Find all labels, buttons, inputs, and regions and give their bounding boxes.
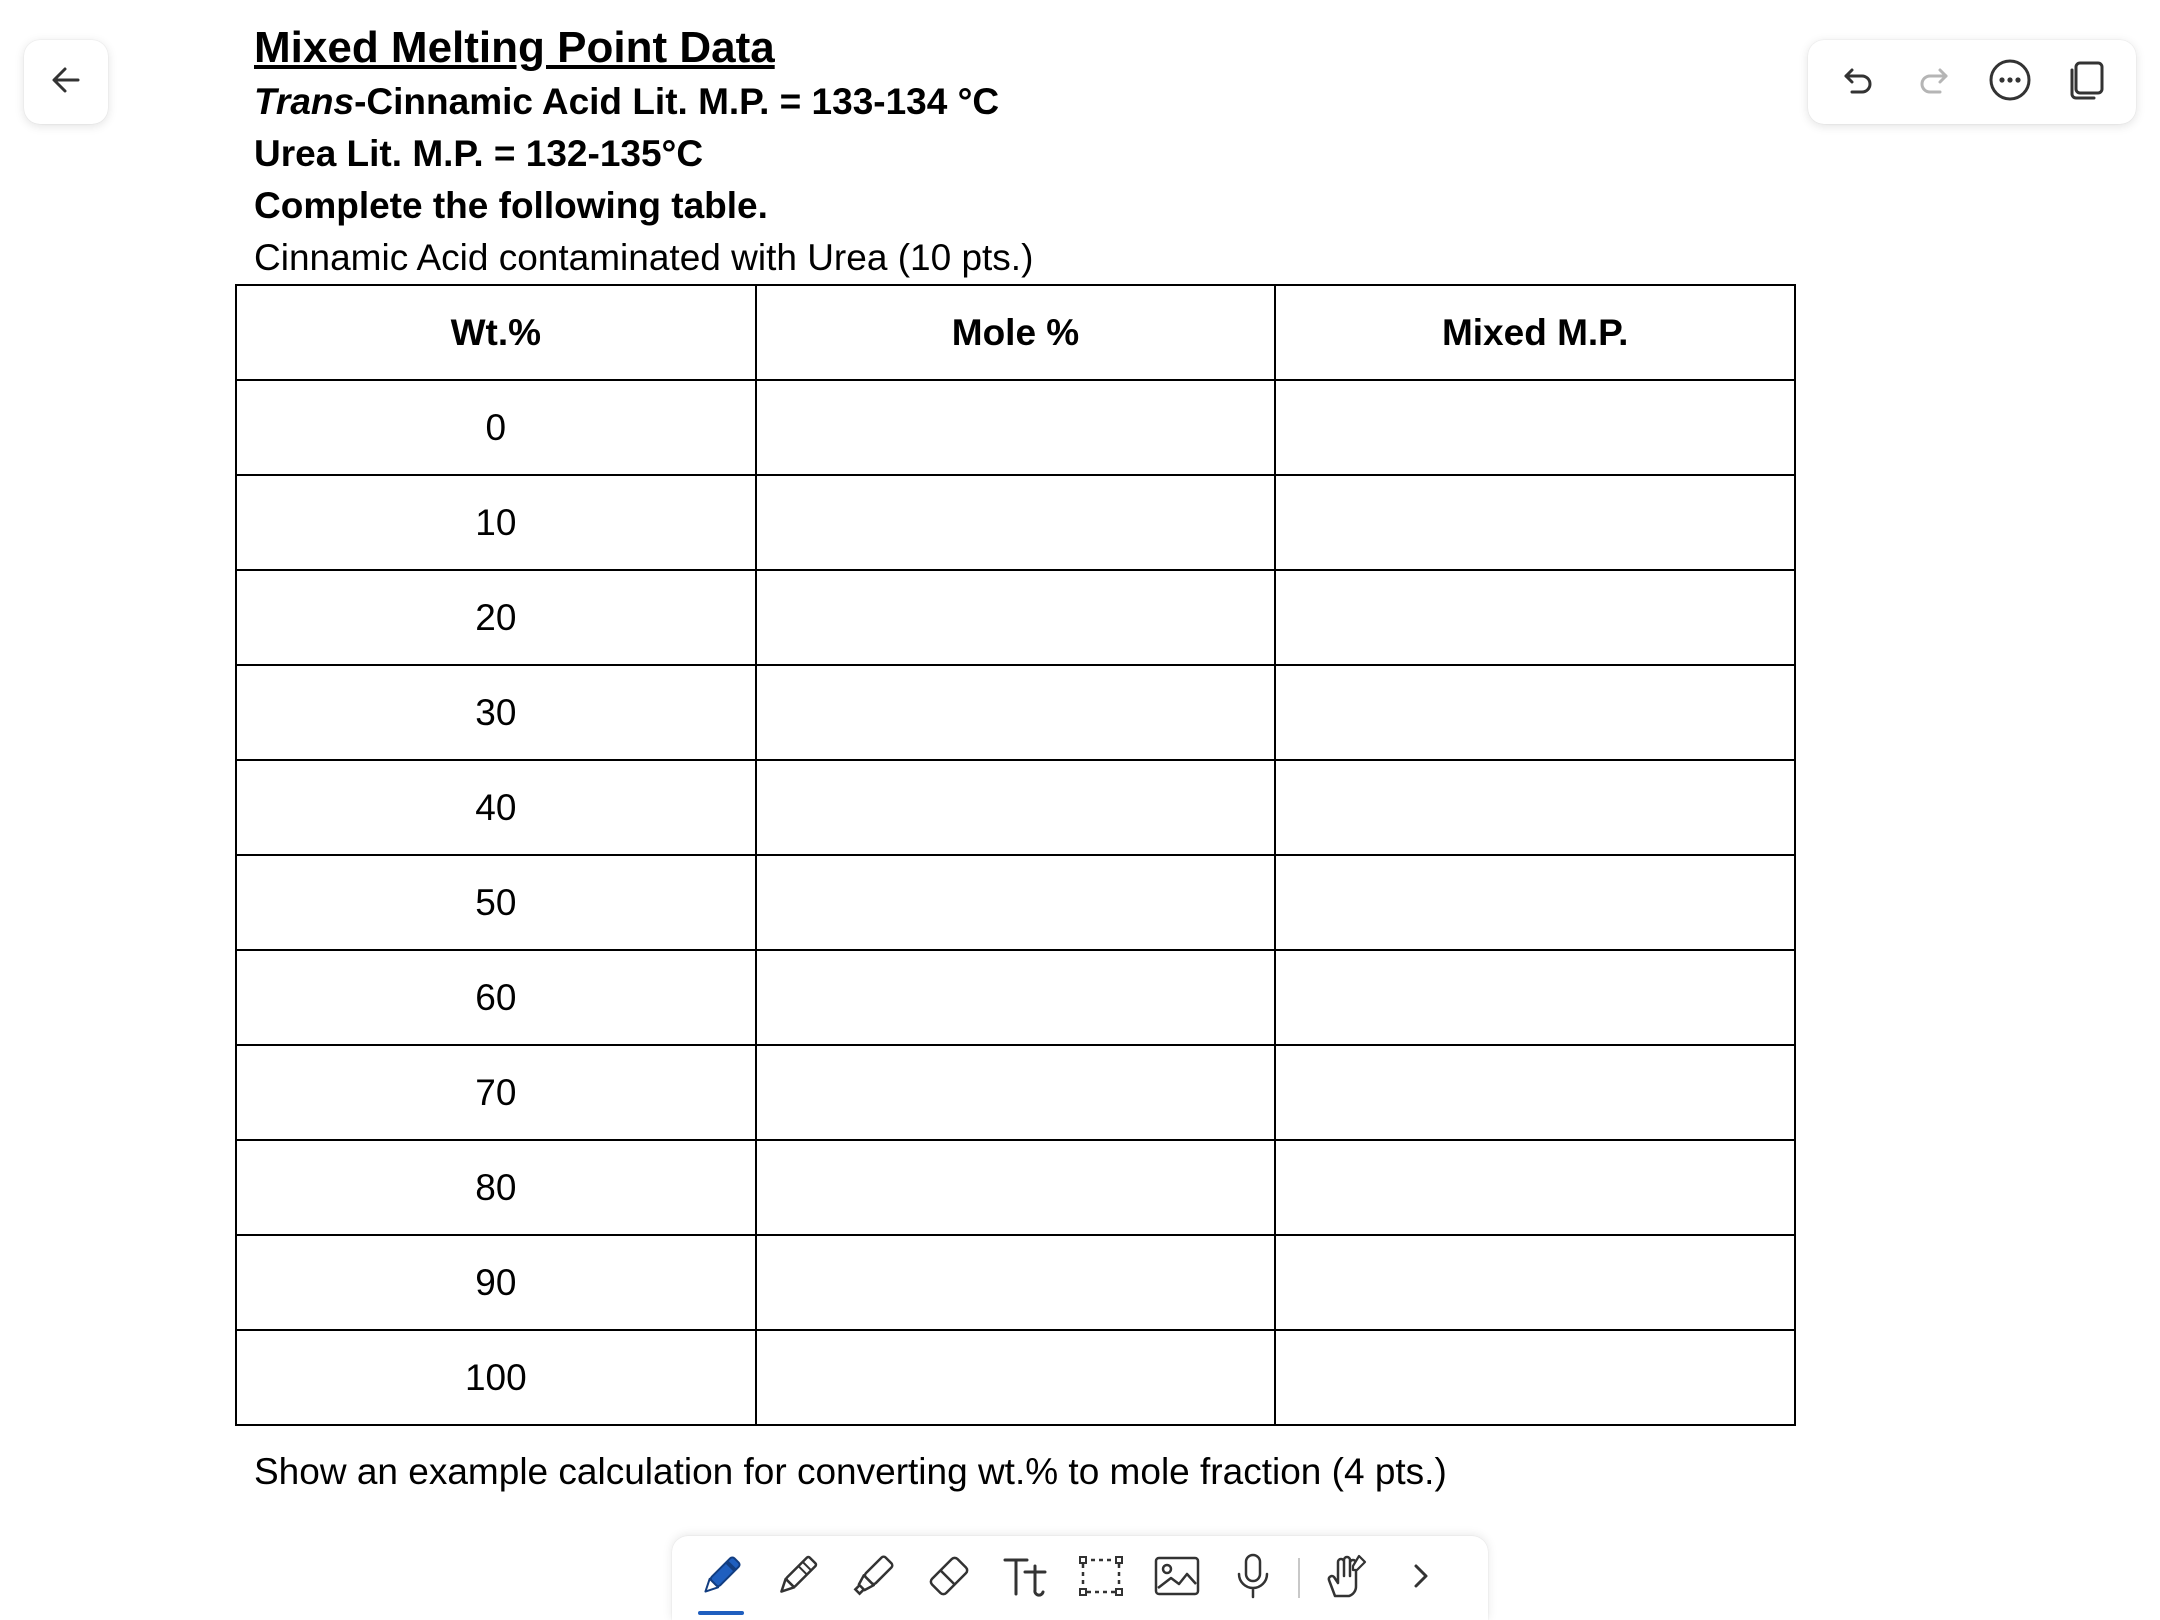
trans-prefix: Trans [254,81,355,122]
mole-cell[interactable] [756,950,1276,1045]
wt-cell: 0 [236,380,756,475]
instruction-text: Complete the following table. [254,185,768,226]
pen-icon [695,1550,747,1607]
table-caption: Cinnamic Acid contaminated with Urea (10 pts.) [254,237,1034,278]
wt-cell: 100 [236,1330,756,1425]
record-audio-button[interactable] [1222,1547,1284,1609]
melting-point-table [235,284,1796,1426]
mp-cell[interactable] [1275,1235,1795,1330]
table-row [236,760,1795,855]
pencil-icon [771,1550,823,1607]
mp-cell[interactable] [1275,950,1795,1045]
urea-lit-mp: Urea Lit. M.P. = 132-135°C [254,133,704,174]
wt-cell: 60 [236,950,756,1045]
mole-cell[interactable] [756,1140,1276,1235]
pen-tool-button[interactable] [690,1547,752,1609]
table-row [236,380,1795,475]
touch-draw-toggle[interactable] [1314,1547,1376,1609]
drawing-toolbar [672,1536,1488,1620]
mole-cell[interactable] [756,760,1276,855]
mp-cell[interactable] [1275,760,1795,855]
document-header [254,20,1033,284]
mp-cell[interactable] [1275,665,1795,760]
mp-cell[interactable] [1275,570,1795,665]
cinnamic-acid-lit-mp [254,76,1033,128]
chevron-right-icon [1401,1556,1441,1601]
wt-cell: 70 [236,1045,756,1140]
arrow-left-icon [46,60,86,105]
table-row [236,1330,1795,1425]
page-title: Mixed Melting Point Data [254,23,775,72]
eraser-icon [923,1550,975,1607]
mp-cell[interactable] [1275,855,1795,950]
wt-cell: 40 [236,760,756,855]
table-header-row [236,285,1795,380]
wt-cell: 30 [236,665,756,760]
wt-cell: 20 [236,570,756,665]
table-row [236,665,1795,760]
mp-cell[interactable] [1275,1045,1795,1140]
back-button[interactable] [24,40,108,124]
table-row [236,1140,1795,1235]
copy-pages-button[interactable] [2058,54,2114,110]
header-mixed-mp: Mixed M.P. [1275,285,1795,380]
mp-cell[interactable] [1275,380,1795,475]
table-row [236,475,1795,570]
text-icon [999,1550,1051,1607]
microphone-icon [1227,1550,1279,1607]
table-row [236,855,1795,950]
wt-cell: 80 [236,1140,756,1235]
mole-cell[interactable] [756,475,1276,570]
table-row [236,1045,1795,1140]
undo-icon [1838,60,1878,105]
redo-button[interactable] [1906,54,1962,110]
text-tool-button[interactable] [994,1547,1056,1609]
eraser-tool-button[interactable] [918,1547,980,1609]
lasso-select-icon [1075,1550,1127,1607]
wt-cell: 10 [236,475,756,570]
table-row [236,950,1795,1045]
touch-draw-icon [1319,1550,1371,1607]
mole-cell[interactable] [756,1235,1276,1330]
table-row [236,570,1795,665]
pencil-tool-button[interactable] [766,1547,828,1609]
table-row [236,1235,1795,1330]
mole-cell[interactable] [756,1045,1276,1140]
mp-cell[interactable] [1275,475,1795,570]
wt-cell: 50 [236,855,756,950]
mp-cell[interactable] [1275,1140,1795,1235]
mole-cell[interactable] [756,570,1276,665]
lasso-select-tool-button[interactable] [1070,1547,1132,1609]
toolbar-divider [1298,1558,1300,1598]
header-wt-percent: Wt.% [236,285,756,380]
mole-cell[interactable] [756,380,1276,475]
more-tools-button[interactable] [1390,1547,1452,1609]
highlighter-icon [847,1550,899,1607]
mole-cell[interactable] [756,855,1276,950]
mp-cell[interactable] [1275,1330,1795,1425]
more-options-button[interactable] [1982,54,2038,110]
image-icon [1151,1550,1203,1607]
top-toolbar [1808,40,2136,124]
redo-icon [1914,60,1954,105]
mole-cell[interactable] [756,665,1276,760]
highlighter-tool-button[interactable] [842,1547,904,1609]
mole-cell[interactable] [756,1330,1276,1425]
copy-pages-icon [2063,57,2109,108]
insert-image-button[interactable] [1146,1547,1208,1609]
wt-cell: 90 [236,1235,756,1330]
cinnamic-acid-lit-mp-text: -Cinnamic Acid Lit. M.P. = 133-134 °C [354,81,1000,122]
calculation-prompt: Show an example calculation for converting wt.% to mole fraction (4 pts.) [254,1451,1447,1492]
header-mole-percent: Mole % [756,285,1276,380]
undo-button[interactable] [1830,54,1886,110]
more-options-icon [1987,57,2033,108]
